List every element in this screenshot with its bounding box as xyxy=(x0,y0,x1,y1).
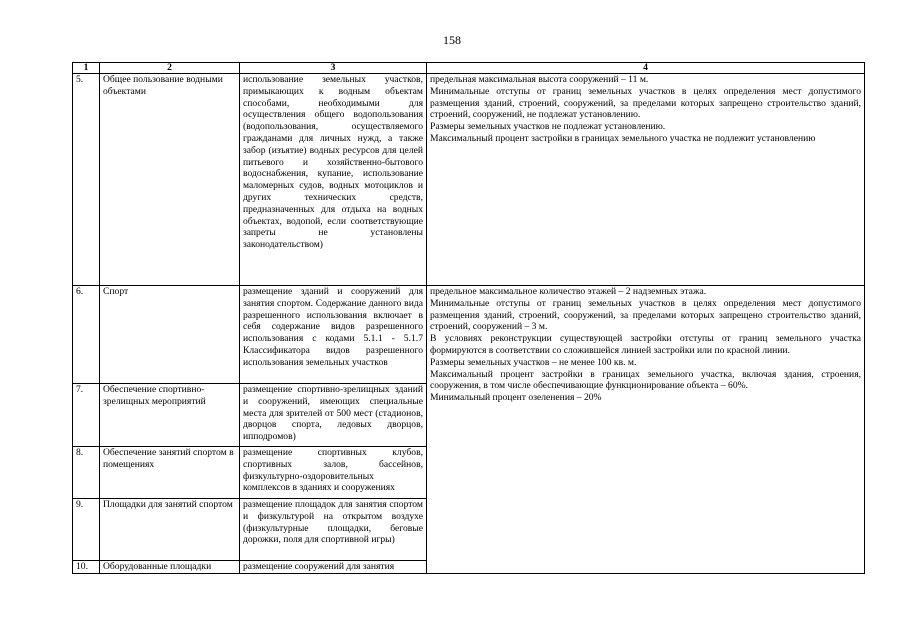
param-text: Максимальный процент застройки в границах земельного участка, включая здания, строения, сооружения, в том числе обеспечивающие функционирование объекта – 60%. xyxy=(430,368,861,392)
param-text: Размеры земельных участков не подлежат установлению. xyxy=(430,121,666,133)
table-row xyxy=(73,74,865,286)
param-text: Минимальный процент озеленения – 20% xyxy=(430,392,602,404)
row-number: 5. xyxy=(73,74,100,286)
row-use-description: размещение спортивных клубов, спортивных залов, бассейнов, физкультурно-оздоровительных комплексов в зданиях и сооружениях xyxy=(240,447,427,499)
header-col-3: 3 xyxy=(240,63,427,74)
params-cell-sport xyxy=(427,286,865,574)
header-col-4: 4 xyxy=(427,63,865,74)
params-cell-water xyxy=(427,74,865,286)
row-use-description: размещение спортивно-зрелищных зданий и сооружений, имеющих специальные места для зрителей от 500 мест (стадионов, дворцов спорта, ледовых дворцов, ипподромов) xyxy=(240,384,427,447)
row-number: 8. xyxy=(73,447,100,499)
param-text: Размеры земельных участков – не менее 100 кв. м. xyxy=(430,356,637,368)
row-use-name: Спорт xyxy=(100,286,240,384)
zoning-table xyxy=(72,62,865,574)
param-text: Минимальные отступы от границ земельных участков в целях определения мест допустимого размещения зданий, строений, сооружений, за пределами которых запрещено строительство зданий, строений, сооружений – 3 м. xyxy=(430,297,861,333)
row-use-description: использование земельных участков, примыкающих к водным объектам способами, необходимыми для осуществления общего водопользования (водопользования, осуществляемого гражданами для личных нужд, а также забор (изъятие) водных ресурсов для целей питьевого и хозяйственно-бытового водоснабжения, купание, использование маломерных судов, водных мотоциклов и других технических средств, предназначенных для отдыха на водных объектах, водопой, если соответствующие запреты не установлены законодательством) xyxy=(240,74,427,286)
row-use-description: размещение зданий и сооружений для занятия спортом. Содержание данного вида разрешенного использования включает в себя содержание видов разрешенного использования с кодами 5.1.1 - 5.1.7 Классификатора видов разрешенного использования земельных участков xyxy=(240,286,427,384)
row-use-name: Обеспечение спортивно-зрелищных мероприятий xyxy=(100,384,240,447)
header-col-1: 1 xyxy=(73,63,100,74)
row-use-name: Обеспечение занятий спортом в помещениях xyxy=(100,447,240,499)
table-header-row xyxy=(73,63,865,74)
row-use-description: размещение сооружений для занятия xyxy=(240,561,427,574)
row-number: 7. xyxy=(73,384,100,447)
row-use-description: размещение площадок для занятия спортом и физкультурой на открытом воздухе (физкультурные площадки, беговые дорожки, поля для спортивной игры) xyxy=(240,499,427,561)
param-text: Минимальные отступы от границ земельных участков в целях определения мест допустимого размещения зданий, строений, сооружений, за пределами которых запрещено строительство зданий, строений, сооружений, не подлежат установлению. xyxy=(430,85,861,121)
param-text: В условиях реконструкции существующей застройки отступы от границ земельного участка формируются в соответствии со сложившейся линией застройки или по красной линии. xyxy=(430,333,861,356)
page-number: 158 xyxy=(443,33,461,47)
row-use-name: Площадки для занятий спортом xyxy=(100,499,240,561)
row-number: 6. xyxy=(73,286,100,384)
header-col-2: 2 xyxy=(100,63,240,74)
param-text: Максимальный процент застройки в границах земельного участка не подлежит установлению xyxy=(430,132,816,144)
row-number: 9. xyxy=(73,499,100,561)
row-use-name: Оборудованные площадки xyxy=(100,561,240,574)
row-use-name: Общее пользование водными объектами xyxy=(100,74,240,286)
row-number: 10. xyxy=(73,561,100,574)
param-text: предельное максимальное количество этажей – 2 надземных этажа. xyxy=(430,286,707,297)
table-row xyxy=(73,286,865,384)
param-text: предельная максимальная высота сооружений – 11 м. xyxy=(430,74,649,85)
